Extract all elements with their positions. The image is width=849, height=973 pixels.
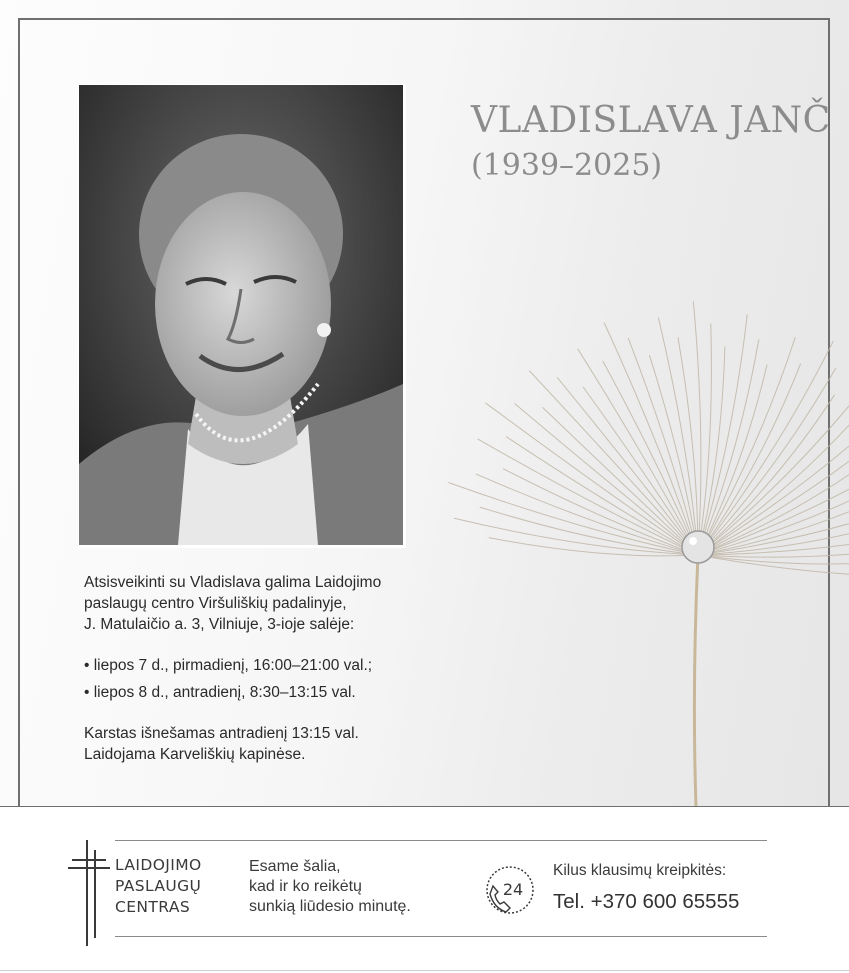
- footer-divider: [115, 936, 767, 937]
- info-line: Karstas išnešamas antradienį 13:15 val.: [84, 725, 359, 742]
- portrait-photo: [78, 84, 406, 548]
- slogan-line: sunkią liūdesio minutę.: [249, 898, 411, 915]
- logo-line: PASLAUGŲ: [115, 877, 202, 895]
- ceremony-info: [84, 572, 444, 765]
- cross-icon: [66, 838, 110, 948]
- info-line: Atsisveikinti su Vladislava galima Laidojimo: [84, 574, 382, 591]
- info-line: paslaugų centro Viršuliškių padalinyje,: [84, 595, 347, 612]
- schedule-item: • liepos 7 d., pirmadienį, 16:00–21:00 val.;: [84, 657, 373, 674]
- logo-line: LAIDOJIMO: [115, 856, 202, 874]
- contact-label: Kilus klausimų kreipkitės:: [553, 862, 727, 879]
- company-slogan: [249, 857, 411, 917]
- clock-number: 24: [502, 880, 524, 899]
- company-logo-text: [115, 855, 202, 918]
- dandelion-seed-icon: [420, 255, 849, 807]
- info-line: J. Matulaičio a. 3, Vilniuje, 3-ioje salėje:: [84, 616, 355, 633]
- phone-24-icon: [484, 864, 536, 916]
- schedule-item: • liepos 8 d., antradienį, 8:30–13:15 val.: [84, 684, 356, 701]
- deceased-name: VLADISLAVA JANČ: [471, 100, 831, 141]
- logo-line: CENTRAS: [115, 898, 191, 916]
- footer: [0, 808, 849, 973]
- footer-divider: [115, 840, 767, 841]
- info-line: Laidojama Karveliškių kapinėse.: [84, 746, 306, 763]
- slogan-line: Esame šalia,: [249, 858, 341, 875]
- card-divider: [0, 806, 849, 807]
- page-bottom-line: [0, 970, 849, 971]
- slogan-line: kad ir ko reikėtų: [249, 878, 362, 895]
- portrait-icon: [78, 84, 406, 548]
- contact-phone[interactable]: Tel. +370 600 65555: [553, 890, 740, 913]
- deceased-years: (1939–2025): [471, 148, 663, 183]
